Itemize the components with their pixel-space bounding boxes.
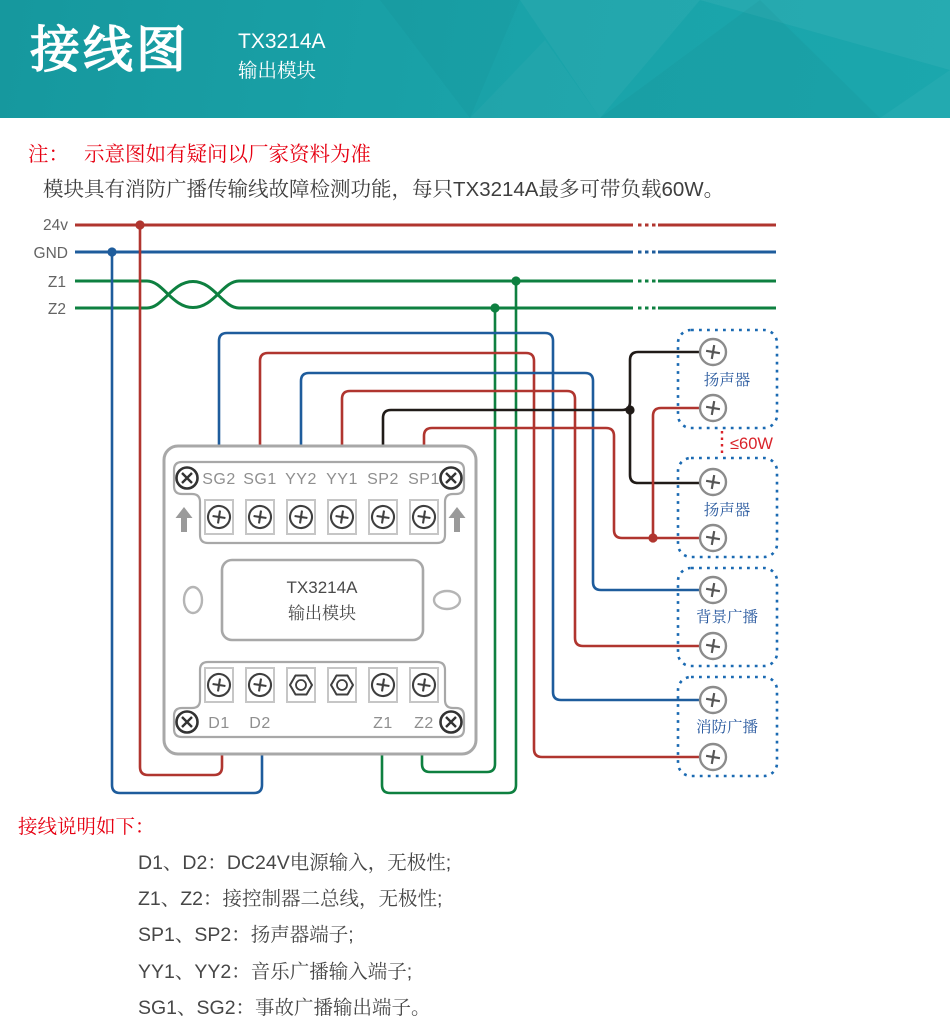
device-terminal-icon bbox=[700, 687, 726, 713]
device-terminal-icon bbox=[700, 744, 726, 770]
hex-nut-icon bbox=[287, 668, 315, 702]
terminal-screw-icon bbox=[369, 668, 397, 702]
header-banner bbox=[0, 0, 950, 118]
terminal-screw-icon bbox=[205, 500, 233, 534]
terminal-label-z1: Z1 bbox=[373, 715, 393, 732]
legend-item: D1、D2：DC24V电源输入，无极性; bbox=[138, 852, 452, 874]
device-terminal-icon bbox=[700, 525, 726, 551]
case-screw-icon bbox=[177, 468, 198, 489]
device-label-speaker2: 扬声器 bbox=[703, 502, 751, 519]
device-terminal-icon bbox=[700, 577, 726, 603]
case-screw-icon bbox=[177, 712, 198, 733]
device-terminal-icon bbox=[700, 339, 726, 365]
legend-items bbox=[138, 845, 451, 1026]
legend-heading: 接线说明如下： bbox=[18, 816, 155, 838]
legend-item: SG1、SG2：事故广播输出端子。 bbox=[138, 996, 431, 1019]
terminal-screw-icon bbox=[287, 500, 315, 534]
device-terminal-icon bbox=[700, 395, 726, 421]
terminal-label-yy1: YY1 bbox=[326, 471, 358, 488]
bus-label-z1: Z1 bbox=[47, 274, 66, 291]
case-screw-icon bbox=[441, 468, 462, 489]
legend-item: Z1、Z2：接控制器二总线，无极性; bbox=[138, 888, 443, 911]
page-title: 接线图 bbox=[30, 22, 189, 78]
device-label-fire-broadcast: 消防广播 bbox=[695, 719, 759, 736]
terminal-label-sg2: SG2 bbox=[202, 471, 236, 488]
terminal-label-d2: D2 bbox=[249, 715, 271, 732]
module-label-plate bbox=[222, 560, 423, 640]
wire-sp2-branch-to-speaker2 bbox=[630, 410, 702, 483]
terminal-label-sg1: SG1 bbox=[243, 471, 277, 488]
legend-item: YY1、YY2：音乐广播输入端子; bbox=[138, 960, 413, 983]
terminal-screw-icon bbox=[369, 500, 397, 534]
terminal-label-sp2: SP2 bbox=[367, 471, 399, 488]
junction-dot-gnd bbox=[107, 247, 116, 256]
terminal-screw-icon bbox=[410, 500, 438, 534]
product-model: TX3214A bbox=[238, 30, 326, 53]
header-subtitle bbox=[238, 30, 326, 82]
junction-dot-sp1 bbox=[648, 533, 657, 542]
case-screw-icon bbox=[441, 712, 462, 733]
terminal-label-yy2: YY2 bbox=[285, 471, 317, 488]
junction-dot-24v bbox=[135, 220, 144, 229]
device-terminal-icon bbox=[700, 469, 726, 495]
terminal-label-sp1: SP1 bbox=[408, 471, 440, 488]
terminal-label-z2: Z2 bbox=[414, 715, 434, 732]
terminal-screw-icon bbox=[246, 668, 274, 702]
module-name-text: 输出模块 bbox=[288, 604, 356, 623]
junction-dot-z1 bbox=[511, 276, 520, 285]
device-terminal-icon bbox=[700, 633, 726, 659]
power-limit-label: ≤60W bbox=[730, 435, 773, 453]
junction-dot-z2 bbox=[490, 303, 499, 312]
terminal-label-d1: D1 bbox=[208, 715, 230, 732]
terminal-screw-icon bbox=[246, 500, 274, 534]
module-model-text: TX3214A bbox=[286, 578, 358, 597]
note-warning: 示意图如有疑问以厂家资料为准 bbox=[84, 143, 371, 166]
note-warning-line bbox=[28, 137, 371, 167]
note-description: 模块具有消防广播传输线故障检测功能，每只TX3214A最多可带负载60W。 bbox=[43, 178, 725, 201]
hex-nut-icon bbox=[328, 668, 356, 702]
product-name: 输出模块 bbox=[238, 60, 317, 82]
legend-item: SP1、SP2：扬声器端子; bbox=[138, 924, 354, 947]
device-label-bg-broadcast: 背景广播 bbox=[695, 609, 759, 626]
bus-label-24v: 24v bbox=[43, 217, 68, 234]
terminal-screw-icon bbox=[410, 668, 438, 702]
terminal-screw-icon bbox=[205, 668, 233, 702]
device-label-speaker1: 扬声器 bbox=[703, 372, 751, 389]
note-prefix: 注： bbox=[28, 143, 69, 166]
bus-label-gnd: GND bbox=[33, 245, 68, 262]
bus-label-z2: Z2 bbox=[47, 301, 66, 318]
junction-dot-sp2 bbox=[625, 405, 634, 414]
mounting-hole-right bbox=[434, 591, 460, 609]
terminal-screw-icon bbox=[328, 500, 356, 534]
mounting-hole-left bbox=[184, 587, 202, 613]
